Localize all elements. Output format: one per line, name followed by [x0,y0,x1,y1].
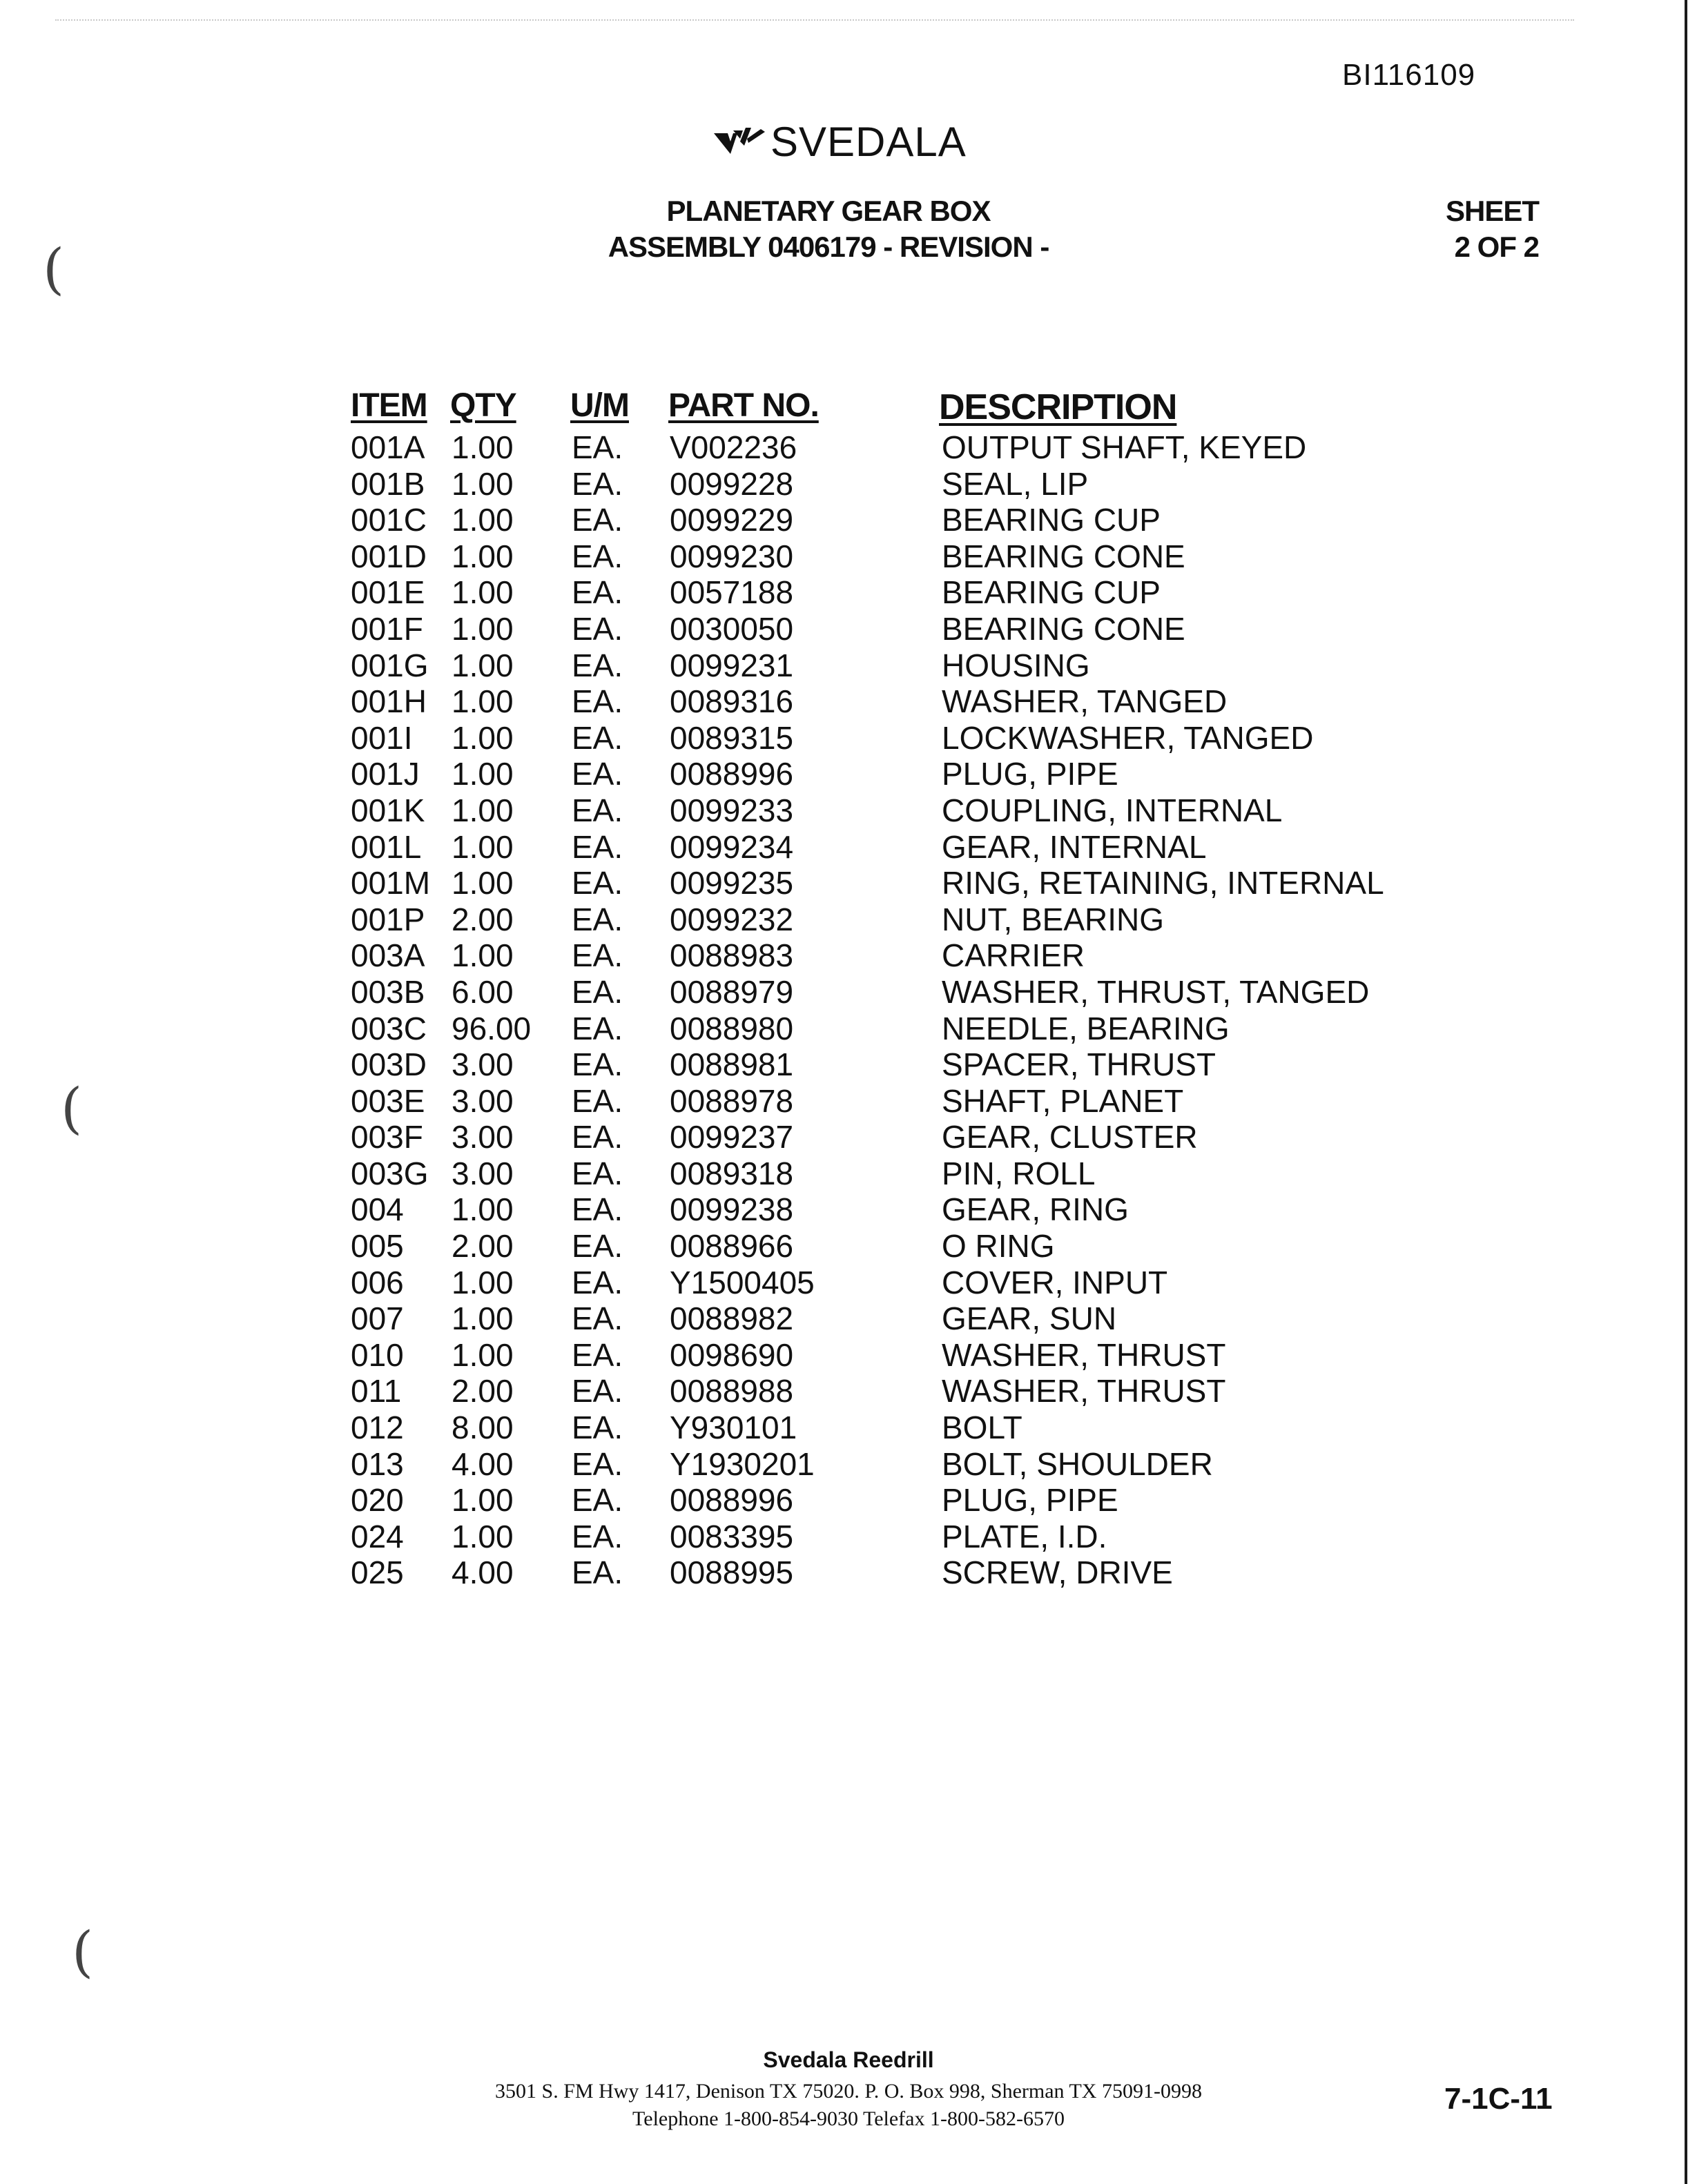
item-number: 003E [351,1082,425,1119]
unit-of-measure: EA. [572,1191,623,1228]
part-number: 0099233 [670,792,794,828]
part-number: 0088979 [670,973,794,1010]
item-number: 024 [351,1518,404,1554]
footer-address: 3501 S. FM Hwy 1417, Denison TX 75020. P. O. Box 998, Sherman TX 75091-0998 [495,2080,1202,2103]
unit-of-measure: EA. [572,1228,623,1265]
part-number: 0099230 [670,538,794,574]
unit-of-measure: EA. [572,865,623,901]
unit-of-measure: EA. [572,973,623,1010]
header-part-no: PART NO. [668,387,819,424]
part-number: 0088996 [670,756,794,792]
item-number: 001L [351,828,422,865]
item-number: 003F [351,1119,423,1156]
part-description: NEEDLE, BEARING [942,1010,1230,1046]
part-number: 0099238 [670,1191,794,1228]
quantity: 1.00 [452,1518,514,1554]
item-number: 007 [351,1300,404,1337]
header-um: U/M [570,387,629,424]
part-description: GEAR, RING [942,1191,1129,1228]
sheet-number: 2 OF 2 [1454,231,1540,263]
part-number: 0099229 [670,502,794,538]
quantity: 1.00 [452,1336,514,1373]
part-description: RING, RETAINING, INTERNAL [942,865,1384,901]
punch-hole-mark: ( [61,1076,83,1140]
unit-of-measure: EA. [572,1155,623,1191]
part-description: SHAFT, PLANET [942,1082,1184,1119]
item-number: 003D [351,1046,427,1083]
footer-phone: Telephone 1-800-854-9030 Telefax 1-800-582-6570 [632,2107,1065,2130]
quantity: 1.00 [452,610,514,647]
part-description: BEARING CUP [942,574,1161,611]
unit-of-measure: EA. [572,1518,623,1554]
part-number: 0099235 [670,865,794,901]
quantity: 1.00 [452,574,514,611]
part-description: PLUG, PIPE [942,1482,1118,1519]
part-description: COVER, INPUT [942,1264,1168,1300]
logo-wordmark: SVEDALA [770,118,967,165]
part-description: BEARING CONE [942,538,1185,574]
part-description: OUTPUT SHAFT, KEYED [942,429,1307,465]
quantity: 1.00 [452,1300,514,1337]
part-number: V002236 [670,429,797,465]
item-number: 003C [351,1010,427,1046]
svedala-diamond-logo-icon [712,126,768,157]
punch-hole-mark: ( [43,237,65,301]
quantity: 1.00 [452,502,514,538]
unit-of-measure: EA. [572,1554,623,1591]
part-number: 0088983 [670,937,794,974]
item-number: 001H [351,683,427,720]
item-number: 020 [351,1482,404,1519]
unit-of-measure: EA. [572,792,623,828]
sheet-indicator [1446,193,1539,265]
company-logo [712,117,967,166]
item-number: 001G [351,647,429,683]
quantity: 96.00 [452,1010,532,1046]
item-number: 001E [351,574,425,611]
unit-of-measure: EA. [572,1445,623,1482]
part-description: CARRIER [942,937,1085,974]
document-title [566,193,1091,265]
quantity: 1.00 [452,1482,514,1519]
unit-of-measure: EA. [572,1336,623,1373]
unit-of-measure: EA. [572,1264,623,1300]
part-description: SEAL, LIP [942,465,1089,502]
quantity: 1.00 [452,683,514,720]
unit-of-measure: EA. [572,756,623,792]
item-number: 001P [351,901,425,937]
part-description: GEAR, INTERNAL [942,828,1207,865]
item-number: 001M [351,865,431,901]
part-number: Y1500405 [670,1264,815,1300]
quantity: 3.00 [452,1119,514,1156]
unit-of-measure: EA. [572,1046,623,1083]
unit-of-measure: EA. [572,937,623,974]
unit-of-measure: EA. [572,465,623,502]
part-description: PIN, ROLL [942,1155,1096,1191]
unit-of-measure: EA. [572,647,623,683]
part-description: GEAR, CLUSTER [942,1119,1198,1156]
part-number: 0099228 [670,465,794,502]
quantity: 8.00 [452,1410,514,1446]
part-number: Y930101 [670,1410,797,1446]
unit-of-measure: EA. [572,429,623,465]
part-number: 0098690 [670,1336,794,1373]
scan-page-edge [1685,0,1687,2184]
part-description: PLATE, I.D. [942,1518,1107,1554]
part-number: 0089318 [670,1155,794,1191]
part-description: PLUG, PIPE [942,756,1118,792]
item-number: 003B [351,973,425,1010]
unit-of-measure: EA. [572,828,623,865]
part-number: 0099231 [670,647,794,683]
part-description: SCREW, DRIVE [942,1554,1173,1591]
header-description: DESCRIPTION [939,387,1177,427]
unit-of-measure: EA. [572,1373,623,1410]
quantity: 4.00 [452,1554,514,1591]
quantity: 3.00 [452,1046,514,1083]
punch-hole-mark: ( [72,1920,94,1984]
quantity: 1.00 [452,756,514,792]
part-number: 0089315 [670,719,794,756]
part-number: 0089316 [670,683,794,720]
quantity: 1.00 [452,719,514,756]
quantity: 2.00 [452,901,514,937]
footer-company: Svedala Reedrill [763,2047,934,2072]
part-number: 0088996 [670,1482,794,1519]
unit-of-measure: EA. [572,1010,623,1046]
part-description: BOLT, SHOULDER [942,1445,1213,1482]
unit-of-measure: EA. [572,538,623,574]
item-number: 012 [351,1410,404,1446]
unit-of-measure: EA. [572,1410,623,1446]
part-number: 0088982 [670,1300,794,1337]
item-number: 003A [351,937,425,974]
part-number: 0088981 [670,1046,794,1083]
item-number: 001K [351,792,425,828]
quantity: 1.00 [452,647,514,683]
quantity: 1.00 [452,1191,514,1228]
item-number: 001A [351,429,425,465]
item-number: 001B [351,465,425,502]
quantity: 1.00 [452,538,514,574]
unit-of-measure: EA. [572,901,623,937]
unit-of-measure: EA. [572,1119,623,1156]
unit-of-measure: EA. [572,574,623,611]
part-number: 0099234 [670,828,794,865]
part-number: 0088988 [670,1373,794,1410]
unit-of-measure: EA. [572,1300,623,1337]
part-description: BEARING CONE [942,610,1185,647]
part-description: NUT, BEARING [942,901,1165,937]
part-description: WASHER, THRUST [942,1336,1226,1373]
quantity: 1.00 [452,465,514,502]
item-number: 001J [351,756,420,792]
part-number: 0099237 [670,1119,794,1156]
item-number: 003G [351,1155,429,1191]
part-description: COUPLING, INTERNAL [942,792,1283,828]
item-number: 013 [351,1445,404,1482]
item-number: 010 [351,1336,404,1373]
part-number: 0088995 [670,1554,794,1591]
part-number: 0088978 [670,1082,794,1119]
part-description: GEAR, SUN [942,1300,1117,1337]
quantity: 1.00 [452,429,514,465]
part-description: LOCKWASHER, TANGED [942,719,1314,756]
sheet-label: SHEET [1446,195,1540,227]
document-id: BI116109 [1342,58,1476,92]
unit-of-measure: EA. [572,1482,623,1519]
part-number: 0030050 [670,610,794,647]
quantity: 6.00 [452,973,514,1010]
unit-of-measure: EA. [572,502,623,538]
part-number: Y1930201 [670,1445,815,1482]
quantity: 1.00 [452,1264,514,1300]
part-number: 0057188 [670,574,794,611]
unit-of-measure: EA. [572,683,623,720]
title-line-2: ASSEMBLY 0406179 - REVISION - [608,231,1049,263]
item-number: 001F [351,610,423,647]
item-number: 004 [351,1191,404,1228]
quantity: 3.00 [452,1155,514,1191]
quantity: 2.00 [452,1228,514,1265]
item-number: 001D [351,538,427,574]
unit-of-measure: EA. [572,610,623,647]
part-description: WASHER, THRUST [942,1373,1226,1410]
part-number: 0088966 [670,1228,794,1265]
item-number: 001C [351,502,427,538]
item-number: 025 [351,1554,404,1591]
scan-top-specks [55,19,1574,23]
part-description: BOLT [942,1410,1022,1446]
quantity: 3.00 [452,1082,514,1119]
title-line-1: PLANETARY GEAR BOX [666,195,991,227]
part-description: SPACER, THRUST [942,1046,1216,1083]
quantity: 1.00 [452,865,514,901]
part-description: WASHER, THRUST, TANGED [942,973,1370,1010]
part-number: 0083395 [670,1518,794,1554]
part-description: BEARING CUP [942,502,1161,538]
item-number: 005 [351,1228,404,1265]
part-description: HOUSING [942,647,1090,683]
part-description: WASHER, TANGED [942,683,1228,720]
item-number: 001I [351,719,413,756]
unit-of-measure: EA. [572,719,623,756]
page-code: 7-1C-11 [1444,2082,1553,2116]
part-description: O RING [942,1228,1055,1265]
item-number: 006 [351,1264,404,1300]
part-number: 0099232 [670,901,794,937]
part-number: 0088980 [670,1010,794,1046]
item-number: 011 [351,1373,402,1410]
quantity: 1.00 [452,937,514,974]
header-qty: QTY [450,387,516,424]
quantity: 4.00 [452,1445,514,1482]
header-item: ITEM [351,387,427,424]
quantity: 2.00 [452,1373,514,1410]
unit-of-measure: EA. [572,1082,623,1119]
quantity: 1.00 [452,792,514,828]
footer-contact [0,2078,1697,2133]
quantity: 1.00 [452,828,514,865]
